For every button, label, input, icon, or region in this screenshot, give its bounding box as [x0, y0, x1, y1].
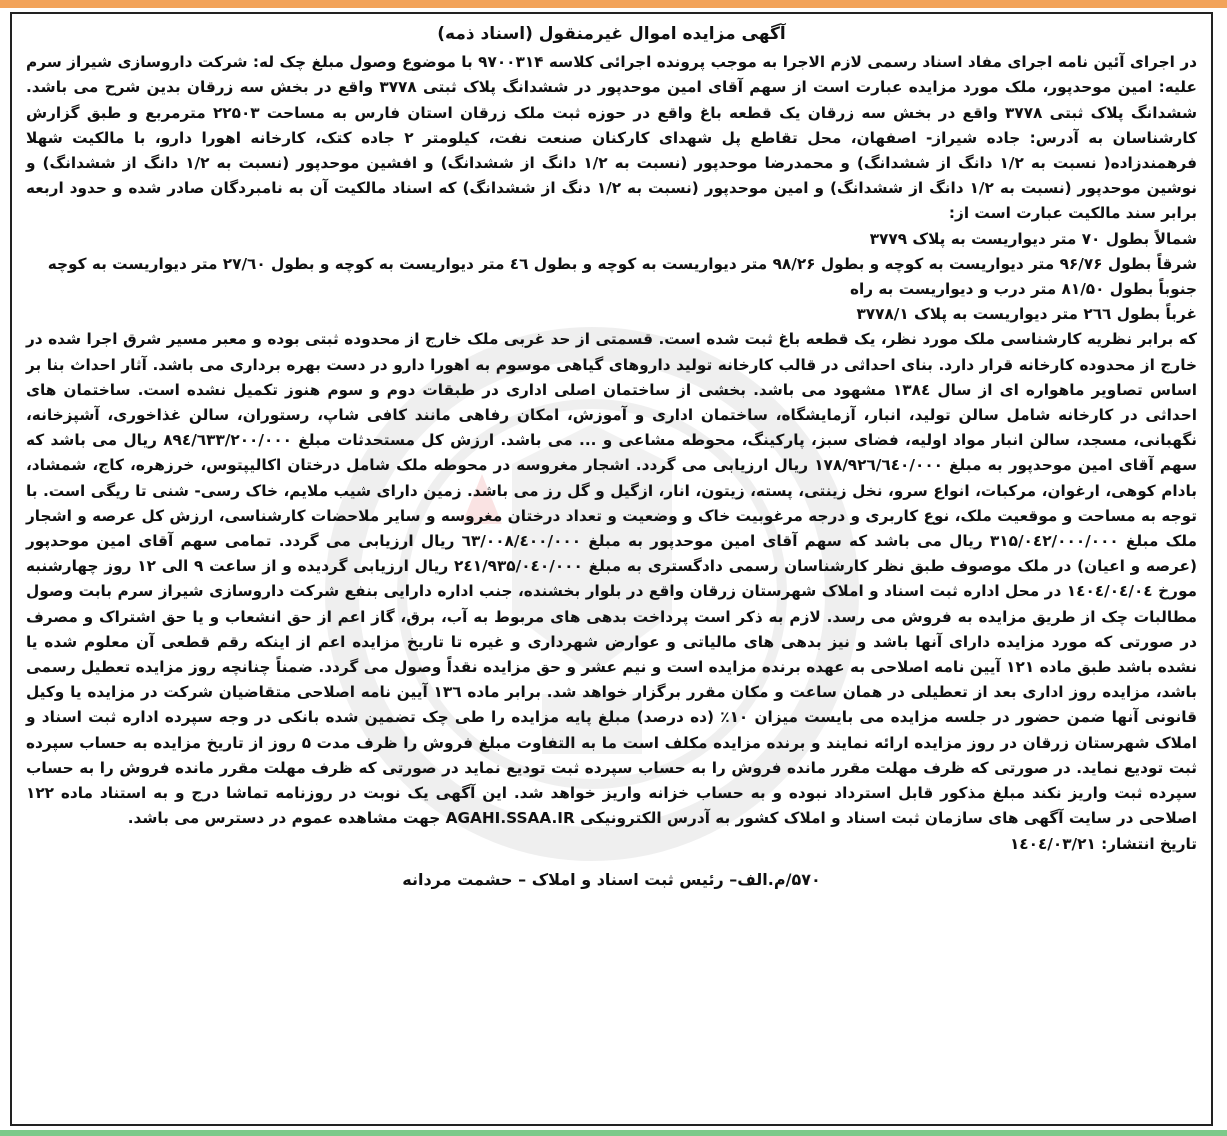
notice-frame: [10, 12, 1213, 1126]
notice-title: آگهی مزایده اموال غیرمنقول (اسناد ذمه): [437, 24, 786, 44]
notice-website-url: AGAHI.SSAA.IR: [445, 809, 575, 828]
top-color-strip: [0, 0, 1227, 8]
boundary-south: جنوباً بطول ۸۱/۵۰ متر درب و دیواریست به راه: [849, 280, 1197, 299]
boundary-east: شرقاً بطول ۹۶/۷۶ متر دیواریست به کوچه و بطول ۹۸/۲۶ متر دیواریست به کوچه و بطول ٤٦ متر دیواریست به کوچه و بطول ۲۷/٦۰ متر دیواریست به کوچه: [47, 254, 1197, 273]
boundary-north: شمالاً بطول ۷۰ متر دیواریست به پلاک ۳۷۷۹: [869, 229, 1197, 248]
bottom-color-strip: [0, 1130, 1227, 1136]
notice-intro: در اجرای آئین نامه اجرای مفاد اسناد رسمی لازم الاجرا به موجب پرونده اجرائی کلاسه ۹۷۰۰۳۱۴ با موضوع وصول مبلغ چک له: شرکت داروسازی شیراز سرم علیه: امین موحدپور، ملک مورد مزایده عبارت است از سهم آقای امین موحدپور در ششدانگ پلاک ثبتی ۳۷۷۸ واقع در بخش سه زرقان بدین شرح می باشد. ششدانگ پلاک ثبتی ۳۷۷۸ واقع در بخش سه زرقان یک قطعه باغ واقع در حوزه ثبت ملک زرقان استان فارس به مساحت ۲۲۵۰۳ مترمربع و طبق گزارش کارشناسان به آدرس: جاده شیراز- اصفهان، محل تقاطع پل شهدای کارکنان صنعت نفت، کیلومتر ۲ جاده کتک، کارخانه اهورا دارو، با مالکیت شهلا فرهمندزاده( نسبت به ۱/۲ دانگ از ششدانگ) و محمدرضا موحدپور (نسبت به ۱/۲ دانگ از ششدانگ) و افشین موحدپور (نسبت به ۱/۲ دانگ از ششدانگ) و نوشین موحدپور (نسبت به ۱/۲ دانگ از ششدانگ) و امین موحدپور (نسبت به ۱/۲ دنگ از ششدانگ) که اسناد مالکیت آن به نامبردگان صادر شده و حدود اربعه برابر سند مالکیت عبارت است از:: [26, 53, 1197, 223]
notice-body-end: جهت مشاهده عموم در دسترس می باشد.: [127, 809, 441, 828]
notice-signature: ۵۷۰/م.الف– رئیس ثبت اسناد و املاک – حشمت مردانه: [402, 869, 821, 889]
publish-date: تاریخ انتشار: ۱٤۰٤/۰۳/۲۱: [1009, 834, 1197, 853]
notice-body: [26, 327, 1197, 831]
notice-content: [26, 20, 1197, 892]
notice-body-text: که برابر نظریه کارشناسی ملک مورد نظر، یک قطعه باغ ثبت شده است. قسمتی از حد غربی ملک خارج از محدوده ثبتی بوده و معبر مسیر شرق اجرا شده در خارج از محدوده کارخانه قرار دارد. بنای احداثی در قالب کارخانه تولید داروهای گیاهی موسوم به اهورا دارو در دست بهره برداری می باشد. آثار احداث بنا بر اساس تصاویر ماهواره ای از سال ۱۳۸٤ مشهود می باشد. بخشی از ساختمان اصلی اداری در طبقات دوم و سوم هنوز تکمیل نشده است. ساختمان های احداثی در کارخانه شامل سالن تولید، انبار، آزمایشگاه، ساختمان اداری و آموزش، امکان رفاهی مانند کافی شاپ، رستوران، سالن غذاخوری، آشپزخانه، نگهبانی، مسجد، سالن انبار مواد اولیه، فضای سبز، پارکینگ، محوطه مشاعی و ... می باشد. ارزش کل مستحدثات مبلغ ۸۹٤/٦۳۳/۲۰۰/۰۰۰ ریال می باشد که سهم آقای امین موحدپور به مبلغ ۱۷۸/۹۲٦/٦٤۰/۰۰۰ ریال ارزیابی می گردد. اشجار مغروسه در محوطه ملک شامل درختان اکالیپتوس، خرزهره، کاج، شمشاد، بادام کوهی، ارغوان، مرکبات، انواع سرو، نخل زینتی، پسته، زیتون، انار، ازگیل و گل رز می باشد. زمین دارای شیب ملایم، خاک رسی- شنی تا ریگی است. با توجه به مساحت و موقعیت ملک، نوع کاربری و درجه مرغوبیت خاک و وضعیت و تعداد درختان مغروسه و سایر ملاحضات کارشناسی، ارزش کل عرصه و اشجار ملک مبلغ ۳۱۵/۰٤۲/۰۰۰/۰۰۰ ریال می باشد که سهم آقای امین موحدپور به مبلغ ٦۳/۰۰۸/٤۰۰/۰۰۰ ریال ارزیابی می گردد. تمامی سهم آقای امین موحدپور (عرصه و اعیان) در ملک موصوف طبق نظر کارشناسان رسمی دادگستری به مبلغ ۲٤۱/۹۳۵/۰٤۰/۰۰۰ ریال ارزیابی گردیده و از ساعت ۹ الی ۱۲ روز چهارشنبه مورخ ۱٤۰٤/۰٤/۰٤ در محل اداره ثبت اسناد و املاک شهرستان زرقان واقع در بلوار بخشنده، جنب اداره دارایی بنفع شرکت داروسازی شیراز سرم بابت وصول مطالبات چک از طریق مزایده به فروش می رسد. لازم به ذکر است پرداخت بدهی های مربوط به آب، برق، گاز اعم از حق انشعاب و یا حق اشتراک و مصرف در صورتی که مورد مزایده دارای آنها باشد و نیز بدهی های مالیاتی و عوارض شهرداری و غیره تا تاریخ مزایده اعم از اینکه رقم قطعی آن معلوم شده یا نشده باشد طبق ماده ۱۲۱ آیین نامه اصلاحی به عهده برنده مزایده است و نیم عشر و حق مزایده نقداً وصول می گردد. ضمناً چنانچه روز مزایده تعطیل رسمی باشد، مزایده روز اداری بعد از تعطیلی در همان ساعت و مکان مقرر برگزار خواهد شد. برابر ماده ۱۳٦ آیین نامه اصلاحی متقاضیان شرکت در مزایده یا وکیل قانونی آنها ضمن حضور در جلسه مزایده می بایست میزان ۱۰٪ (ده درصد) مبلغ پایه مزایده را طی چک تضمین شده بانکی در وجه سپرده اداره ثبت اسناد و املاک شهرستان زرقان در روز مزایده ارائه نمایند و برنده مزایده مکلف است ما به التفاوت مبلغ فروش را ظرف مدت ۵ روز از تاریخ مزایده به حساب سپرده ثبت تودیع نماید. در صورتی که ظرف مهلت مقرر مانده فروش را به حساب سپرده ثبت تودیع نماید در صورتی که ظرف مهلت مقرر مانده فروش را به حساب سپرده ثبت واریز نکند مبلغ مذکور قابل استرداد نبوده و به حساب خزانه واریز خواهد شد. این آگهی یک نوبت در روزنامه تماشا درج و به استناد ماده ۱۲۲ اصلاحی در سایت آگهی های سازمان ثبت اسناد و املاک کشور به آدرس الکترونیکی: [26, 330, 1197, 828]
boundary-west: غرباً بطول ۲٦٦ متر دیواریست به پلاک ۳۷۷۸/۱: [856, 305, 1197, 324]
